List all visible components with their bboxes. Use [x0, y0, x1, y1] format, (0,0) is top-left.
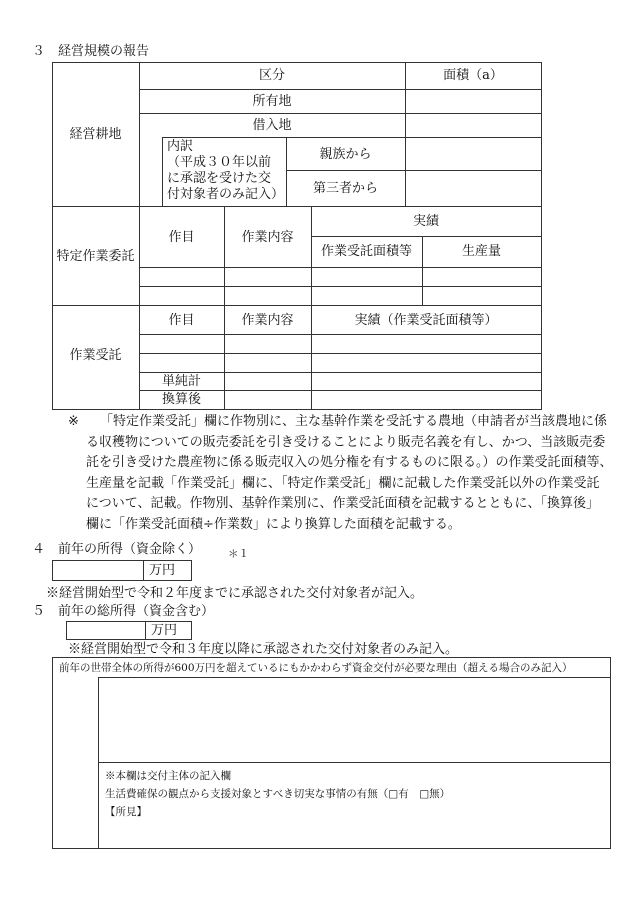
col-area: 面積（a）: [443, 68, 503, 83]
breakdown-line-1: 内訳: [167, 139, 194, 154]
income-unit: 万円: [149, 563, 176, 578]
work-content-label-1: 作業内容: [241, 230, 294, 245]
section3-note: [86, 412, 613, 535]
section4-heading: ４ 前年の所得（資金除く）: [32, 542, 202, 557]
opinion-label: 【所見】: [105, 806, 147, 818]
contract-label: 作業受託: [69, 348, 122, 363]
total-income-input-box[interactable]: [66, 621, 192, 640]
note-line: 託を引き受けた農産物に係る販売収入の処分権を有するものに限る。）の作業受託面積等、: [86, 455, 613, 470]
farmland-label: 経営耕地: [69, 127, 122, 142]
simple-total-label: 単純計: [161, 374, 201, 389]
owned-label: 所有地: [252, 94, 292, 109]
section3-heading: ３ 経営規模の報告: [32, 44, 150, 59]
note-line: 欄に「作業受託面積÷作業数」により換算した面積を記載する。: [86, 516, 461, 532]
income-input-box[interactable]: [52, 560, 192, 581]
section5-heading: ５ 前年の総所得（資金含む）: [32, 604, 215, 619]
crop-label-2: 作目: [168, 313, 195, 328]
from-third-label: 第三者から: [312, 181, 378, 196]
total-income-unit: 万円: [151, 623, 178, 638]
breakdown-line-2: （平成３０年以前: [167, 155, 272, 170]
note-line: 生産量を記載「作業受託」欄に、「特定作業受託」欄に記載した作業受託以外の作業受託: [86, 475, 600, 491]
crop-label-1: 作目: [168, 230, 195, 245]
work-content-label-2: 作業内容: [241, 313, 294, 328]
entrusted-area-label: 作業受託面積等: [320, 244, 412, 259]
reason-box-title: 前年の世帯全体の所得が600万円を超えているにもかかわらず資金交付が必要な理由（超える場合のみ記入）: [59, 662, 573, 674]
breakdown-line-3: に承認を受けた交: [167, 171, 272, 186]
section4-note: ※経営開始型で令和２年度までに承認された交付対象者が記入。: [46, 586, 424, 601]
from-relatives-label: 親族から: [319, 147, 372, 162]
note-mark: ※: [68, 414, 79, 429]
note-line: 「特定作業受託」欄に作物別に、主な基幹作業を受託する農地（申請者が当該農地に係: [100, 414, 608, 429]
col-kubun: 区分: [258, 68, 285, 83]
breakdown-line-4: 付対象者のみ記入）: [167, 187, 285, 202]
admin-note: ※本欄は交付主体の記入欄: [105, 770, 231, 782]
footnote-mark: ＊１: [228, 548, 249, 560]
reason-input[interactable]: [99, 678, 609, 761]
specific-label: 特定作業委託: [56, 249, 135, 264]
results-area-label: 実績（作業受託面積等）: [354, 313, 498, 328]
admin-question[interactable]: 生活費確保の観点から支援対象とすべき切実な事情の有無（□有 □無）: [105, 788, 451, 800]
converted-label: 換算後: [161, 392, 201, 407]
section5-note: ※経営開始型で令和３年度以降に承認された交付対象者のみ記入。: [68, 642, 459, 657]
note-line: について、記載。作物別、基幹作業別に、作業受託面積を記載するとともに、「換算後」: [86, 496, 599, 511]
results-label: 実績: [412, 214, 439, 229]
note-line: る収穫物についての販売委託を引き受けることにより販売名義を有し、かつ、当該販売委: [86, 434, 606, 450]
production-label: 生産量: [461, 244, 501, 259]
reason-box: [52, 657, 611, 849]
leased-label: 借入地: [252, 118, 292, 133]
